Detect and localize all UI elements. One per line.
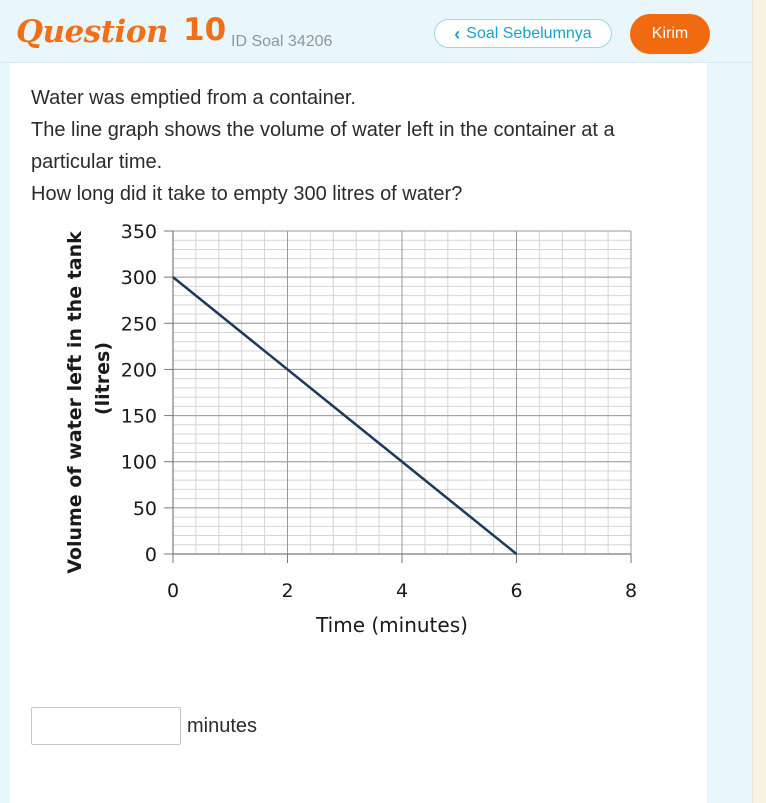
question-text (31, 82, 691, 210)
y-axis-label: Volume of water left in the tank (64, 231, 86, 574)
y-tick-label: 200 (120, 359, 157, 382)
y-tick-label: 50 (132, 497, 157, 520)
y-axis-label-unit: (litres) (92, 341, 114, 416)
question-line: How long did it take to empty 300 litres of water? (31, 183, 463, 205)
y-tick-label: 350 (120, 221, 157, 243)
answer-row (31, 706, 257, 746)
chevron-left-icon: ‹ (454, 23, 461, 44)
answer-input[interactable] (31, 707, 181, 745)
question-number: 10 (183, 12, 227, 48)
question-title: Question (16, 14, 169, 50)
x-axis-label: Time (minutes) (316, 613, 468, 637)
y-tick-label: 0 (144, 544, 157, 566)
answer-unit: minutes (187, 714, 258, 737)
submit-label: Kirim (651, 25, 689, 42)
chart-svg (54, 213, 654, 653)
side-strip (752, 0, 766, 803)
line-chart (54, 213, 654, 653)
question-line: The line graph shows the volume of water left in the container at a particular time. (31, 119, 615, 173)
question-line: Water was emptied from a container. (31, 87, 356, 109)
submit-button[interactable] (630, 14, 710, 54)
previous-question-button[interactable] (434, 19, 612, 48)
y-tick-label: 250 (120, 313, 157, 336)
x-tick-label: 0 (166, 580, 180, 602)
question-card (10, 63, 707, 803)
x-tick-label: 2 (281, 580, 294, 602)
x-tick-label: 8 (624, 580, 638, 602)
question-id: ID Soal 34206 (231, 33, 333, 50)
y-tick-label: 300 (120, 267, 157, 290)
x-tick-label: 4 (395, 580, 409, 602)
y-tick-label: 150 (120, 405, 157, 428)
question-header (0, 0, 766, 63)
x-tick-label: 6 (510, 580, 523, 602)
previous-question-label: Soal Sebelumnya (466, 24, 592, 42)
y-tick-label: 100 (120, 451, 157, 474)
